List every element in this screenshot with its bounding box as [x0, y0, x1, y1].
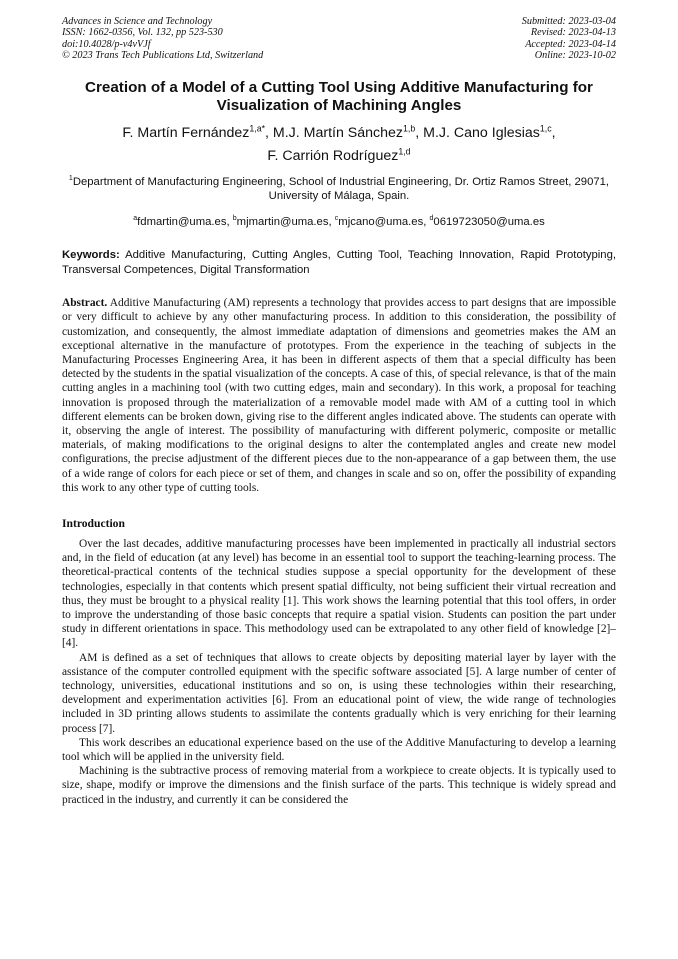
journal-copyright: © 2023 Trans Tech Publications Ltd, Switzerland — [62, 50, 264, 62]
affiliation-text: Department of Manufacturing Engineering, School of Industrial Engineering, Dr. Ortiz Ramos Street, 29071, University of Málaga, Spain. — [72, 175, 610, 203]
email-address[interactable]: 0619723050@uma.es — [433, 215, 545, 228]
abstract — [62, 296, 616, 495]
author — [423, 125, 555, 141]
publication-dates — [522, 16, 616, 62]
date-revised: Revised: 2023-04-13 — [530, 27, 616, 39]
affiliation — [62, 172, 616, 204]
email-separator: , — [226, 215, 233, 228]
email-list — [62, 212, 616, 229]
paragraph: Machining is the subtractive process of removing material from a workpiece to create objects. It is typically used to size, shape, modify or improve the dimensions and the finish surface of the parts. This technique is widely spread and practiced in the industry, and currently it can be considered the — [62, 765, 616, 806]
author-separator: , — [265, 125, 273, 142]
email-mark: c — [334, 214, 339, 222]
journal-issn: ISSN: 1662-0356, Vol. 132, pp 523-530 — [62, 27, 223, 39]
author-affiliation-mark: 1,b — [403, 123, 416, 134]
keywords-text: Additive Manufacturing, Cutting Angles, Cutting Tool, Teaching Innovation, Rapid Prototyping, Transversal Competences, Digital Transformation — [62, 249, 617, 276]
author-separator: , — [551, 125, 556, 142]
author — [273, 125, 423, 141]
paragraph: This work describes an educational experience based on the use of the Additive Manufacturing to develop a learning tool which will be applied in the university field. — [62, 736, 616, 764]
journal-name: Advances in Science and Technology — [62, 16, 213, 27]
paper-page — [62, 16, 616, 807]
author-affiliation-mark: 1,c — [539, 123, 552, 134]
paper-title: Creation of a Model of a Cutting Tool Using Additive Manufacturing for Visualization of Machining Angles — [85, 78, 593, 114]
author-name: F. Carrión Rodríguez — [267, 148, 399, 165]
date-submitted: Submitted: 2023-03-04 — [521, 16, 616, 27]
email-mark: d — [429, 214, 434, 222]
paragraph: AM is defined as a set of techniques that allows to create objects by depositing material layer by layer with the assistance of the computer controlled equipment with the specific software associated [5]. A large number of center of technology, universities, educational institutions and so on, is using these technologies within their researching, development and experimentation activities [6]. From an educational point of view, the wide range of technologies included in 3D printing allows students to assimilate the contents gradually which is very enriching for their learning process [7]. — [62, 651, 616, 735]
keywords-label: Keywords: — [62, 249, 120, 262]
keywords — [62, 248, 616, 277]
author — [122, 125, 273, 141]
affiliation-mark: 1 — [68, 175, 73, 183]
abstract-text: Additive Manufacturing (AM) represents a technology that provides access to part designs that are impossible or very difficult to achieve by any other manufacturing process. In addition to this consideration, the possibility of customization, and consequently, the almost immediate adaptation of dimensions and geometries makes the AM an exceptional alternative in the manufacture of prototypes. From the experience in the teaching of subjects in the Manufacturing Processes Engineering Area, it has been in different aspects of them that a special difficulty has been detected by the students in the spatial visualization of the concepts. A case of this, of special relevance, is that of the main cutting angles in a machining tool (with two cutting edges, main and secondary). In this work, a proposal for teaching innovation is proposed through the materialization of a removable model made with AM of a cutting tool in which different elements can be broken down, giving rise to the different angles indicated above. The students can operate with it, observing the angle of interest. The possibility of manufacturing with different polymeric, composite or metallic materials, of making modifications to the original designs to alter the contemplated angles and create new model configurations, the precise adjustment of the different pieces due to the non-appearance of a gap between them, the use of a wide range of colors for each piece or set of them, and changes in scale and so on, offer the possibility of expanding this work to any other type of cutting tools. — [62, 297, 617, 494]
introduction-body — [62, 537, 616, 807]
journal-header — [62, 16, 616, 62]
email-address[interactable]: mjcano@uma.es — [338, 215, 424, 228]
author-affiliation-mark: 1,a* — [249, 123, 266, 134]
date-accepted: Accepted: 2023-04-14 — [525, 38, 616, 50]
journal-doi: doi:10.4028/p-v4vVJf — [62, 38, 151, 50]
journal-info — [62, 16, 263, 62]
author-separator: , — [415, 125, 424, 142]
email-separator: , — [423, 215, 430, 228]
email-mark: a — [133, 214, 138, 222]
author — [267, 148, 410, 164]
author-name: M.J. Martín Sánchez — [272, 125, 404, 142]
section-heading-introduction: Introduction — [62, 516, 125, 530]
paragraph: Over the last decades, additive manufacturing processes have been implemented in practically all industrial sectors and, in the field of education (at any level) has become in an essential tool to support the teaching-learning process. The theoretical-practical contents of the technical studies suppose a special opportunity for the development of these technologies, especially in that contents which present spatial difficulty, not being sufficient their virtual recreation and thus, they must be brought to a physical reality [1]. This work shows the learning potential that this tool offers, in order to improve the understanding of those basic concepts that require a spatial vision. Students can position the part under study in different orientations in space. This methodology used can be extrapolated to any other field of knowledge [2]–[4]. — [62, 537, 616, 650]
email-address[interactable]: fdmartin@uma.es — [137, 215, 227, 228]
date-online: Online: 2023-10-02 — [534, 50, 616, 62]
email-address[interactable]: mjmartin@uma.es — [236, 215, 329, 228]
email-mark: b — [232, 214, 237, 222]
email-separator: , — [328, 215, 335, 228]
abstract-label: Abstract. — [62, 297, 108, 310]
author-name: M.J. Cano Iglesias — [423, 125, 540, 142]
author-list — [62, 120, 616, 165]
author-affiliation-mark: 1,d — [398, 146, 411, 157]
author-name: F. Martín Fernández — [122, 125, 250, 142]
